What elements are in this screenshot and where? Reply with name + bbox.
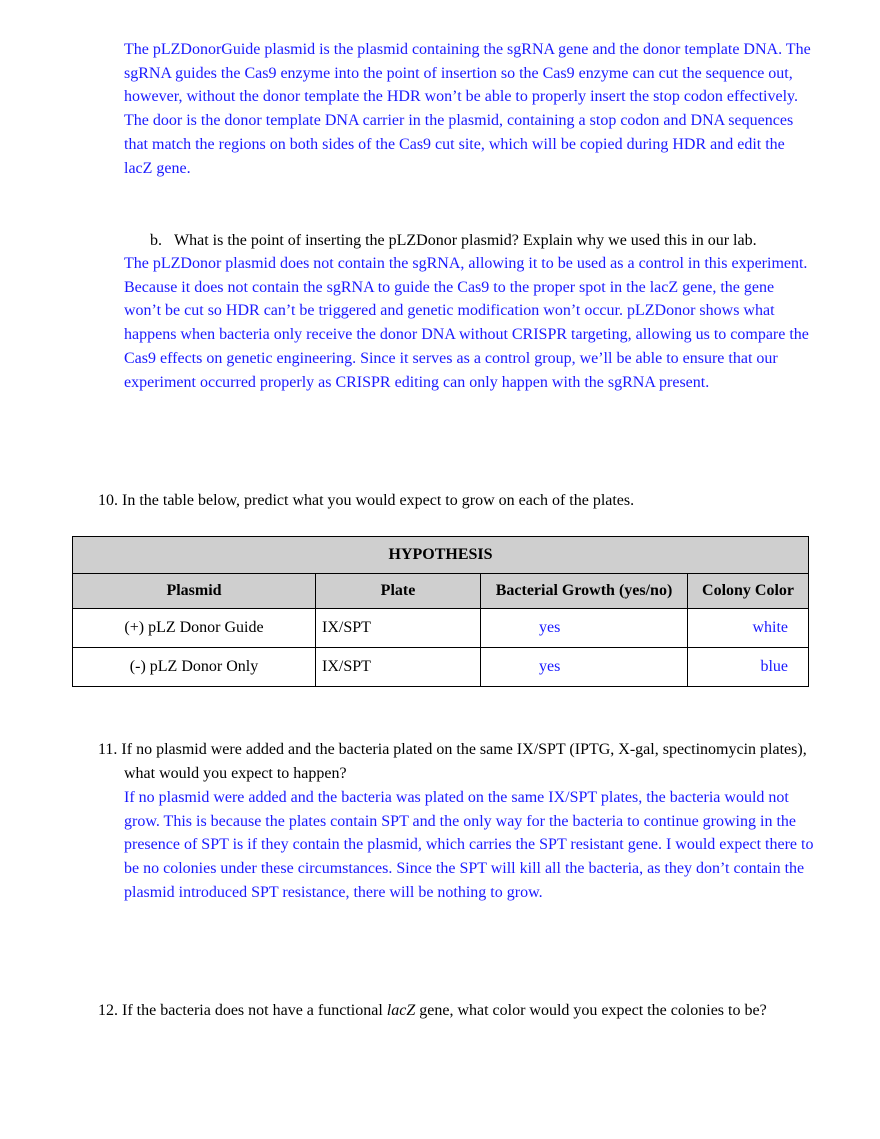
table-row <box>73 609 809 648</box>
cell-color: blue <box>688 648 809 687</box>
cell-plate: IX/SPT <box>316 609 481 648</box>
question-10: 10. In the table below, predict what you would expect to grow on each of the plates. <box>98 492 635 509</box>
question-9b <box>150 229 830 253</box>
header-color: Colony Color <box>688 574 809 609</box>
header-plate: Plate <box>316 574 481 609</box>
question-9b-label: b. <box>150 232 162 249</box>
table-title-row <box>73 537 809 574</box>
question-12-after: gene, what color would you expect the colonies to be? <box>415 1002 767 1019</box>
answer-9b: The pLZDonor plasmid does not contain the sgRNA, allowing it to be used as a control in this experiment. Because it does not contain the sgRNA to guide the Cas9 to the proper spot in the lacZ gene, the gene won’t be cut so HDR can’t be triggered and genetic modification won’t occur. pLZDonor shows what happens when bacteria only receive the donor DNA without CRISPR targeting, allowing us to compare the Cas9 effects on genetic engineering. Since it serves as a control group, we’ll be able to ensure that our experiment occurred properly as CRISPR editing can only happen with the sgRNA present. <box>124 255 809 391</box>
header-plasmid: Plasmid <box>73 574 316 609</box>
cell-plasmid: (+) pLZ Donor Guide <box>73 609 316 648</box>
answer-9a: The pLZDonorGuide plasmid is the plasmid containing the sgRNA gene and the donor template DNA. The sgRNA guides the Cas9 enzyme into the point of insertion so the Cas9 enzyme can cut the sequence out, however, without the donor template the HDR won’t be able to properly insert the stop codon effectively. The door is the donor template DNA carrier in the plasmid, containing a stop codon and DNA sequences that match the regions on both sides of the Cas9 cut site, which will be copied during HDR and edit the lacZ gene. <box>124 41 811 177</box>
cell-growth: yes <box>481 648 688 687</box>
question-11: 11. If no plasmid were added and the bacteria plated on the same IX/SPT (IPTG, X-gal, spectinomycin plates), what would you expect to happen? <box>98 741 807 782</box>
question-12-before: 12. If the bacteria does not have a functional <box>98 1002 387 1019</box>
question-12-italic: lacZ <box>386 1002 416 1019</box>
table-header-row <box>73 574 809 609</box>
cell-growth: yes <box>481 609 688 648</box>
question-12 <box>98 999 814 1023</box>
hypothesis-table <box>72 536 809 687</box>
table-row <box>73 648 809 687</box>
cell-plate: IX/SPT <box>316 648 481 687</box>
answer-11: If no plasmid were added and the bacteria was plated on the same IX/SPT plates, the bacteria would not grow. This is because the plates contain SPT and the only way for the bacteria to continue growing in the presence of SPT is if they contain the plasmid, which carries the SPT resistant gene. I would expect there to be no colonies under these circumstances. Since the SPT will kill all the bacteria, as they don’t contain the plasmid introduced SPT resistance, there will be nothing to grow. <box>124 789 814 901</box>
cell-plasmid: (-) pLZ Donor Only <box>73 648 316 687</box>
header-growth: Bacterial Growth (yes/no) <box>481 574 688 609</box>
cell-color: white <box>688 609 809 648</box>
table-title: HYPOTHESIS <box>73 537 809 574</box>
question-9b-text: What is the point of inserting the pLZDonor plasmid? Explain why we used this in our lab. <box>174 232 757 249</box>
